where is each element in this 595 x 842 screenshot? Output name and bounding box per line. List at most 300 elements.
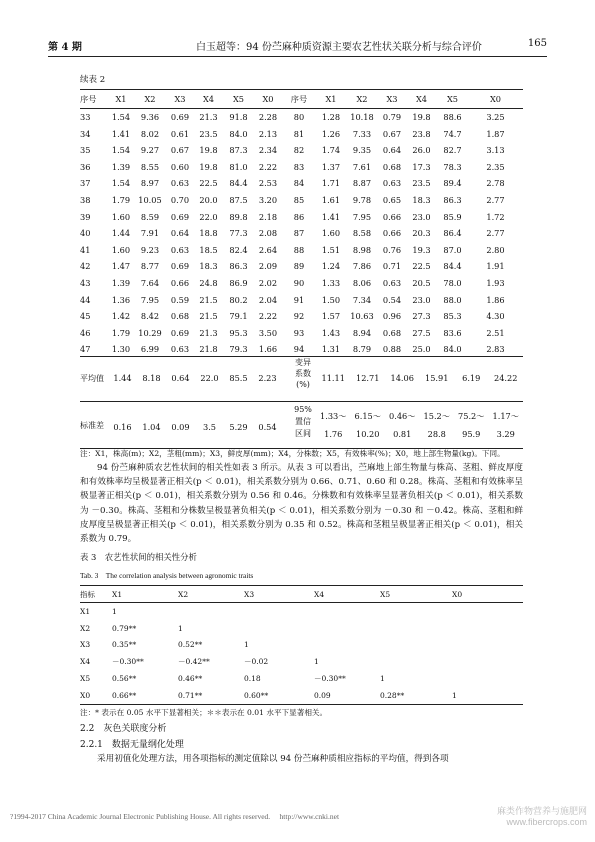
table-cell: 0.52** xyxy=(178,640,203,650)
table-cell: 0.63 xyxy=(382,178,402,189)
table-cell: 0.59 xyxy=(170,294,190,305)
table-cell: 0.71 xyxy=(382,261,402,272)
table-cell: 1.41 xyxy=(111,128,131,139)
table-cell: 8.94 xyxy=(352,327,372,338)
table-cell: 1 xyxy=(244,640,249,650)
table-cell: 1.54 xyxy=(111,145,131,156)
table-cell: 1.60 xyxy=(111,211,131,222)
table-cell: 82 xyxy=(293,145,305,156)
table-cell: 1.57 xyxy=(321,311,341,322)
table2 xyxy=(80,90,523,358)
table-cell: 10.18 xyxy=(350,111,374,122)
table-cell: 44 xyxy=(80,294,91,305)
table-cell: 0.66 xyxy=(382,228,402,239)
table-row xyxy=(80,653,523,670)
table3-col-header: X0 xyxy=(452,590,463,599)
summary-value: 3.5 xyxy=(202,422,217,432)
table-cell: 0.67 xyxy=(170,145,190,156)
table-cell: 7.33 xyxy=(352,128,372,139)
table-cell: 1.54 xyxy=(111,178,131,189)
table-cell: 7.91 xyxy=(140,228,160,239)
table-cell: 1 xyxy=(112,606,117,616)
summary-value: 1.17～ xyxy=(492,411,519,421)
table-row xyxy=(80,637,523,654)
table-cell: 1.28 xyxy=(321,111,341,122)
table-cell: 23.0 xyxy=(412,294,431,305)
table-cell xyxy=(314,637,380,654)
table-cell: 89 xyxy=(293,261,305,272)
table-cell: 2.77 xyxy=(486,228,505,239)
paragraph-normalization: 采用初值化处理方法，用各项指标的测定值除以 94 份苎麻种质相应指标的平均值，得到各项 xyxy=(97,754,449,764)
table-cell: 86.3 xyxy=(229,261,248,272)
table3-col-header: X4 xyxy=(314,590,325,599)
table-cell: 34 xyxy=(80,128,91,139)
table-cell: 1.60 xyxy=(321,228,341,239)
table-cell: 21.5 xyxy=(199,294,218,305)
table-cell: 8.98 xyxy=(352,244,372,255)
table-cell: 1.93 xyxy=(486,277,505,288)
table-cell: 85.3 xyxy=(443,311,462,322)
summary-value: 8.18 xyxy=(142,373,161,383)
table-row xyxy=(80,126,523,143)
table-cell: 1.60 xyxy=(111,244,131,255)
table-cell: －0.30** xyxy=(314,674,346,684)
summary-value: 0.64 xyxy=(171,373,190,383)
table2-col-header: X5 xyxy=(446,94,459,105)
table-cell: 19.8 xyxy=(199,161,218,172)
table-cell: 1.36 xyxy=(111,294,131,305)
table-cell: 8.87 xyxy=(352,178,372,189)
table-cell: 0.63 xyxy=(170,344,190,355)
table-cell: 84.0 xyxy=(229,128,248,139)
summary-value: 1.44 xyxy=(113,373,132,383)
table2-col-header: X2 xyxy=(144,94,156,105)
table-cell xyxy=(380,653,452,670)
table-cell: 42 xyxy=(80,261,91,272)
table-cell: 37 xyxy=(80,178,91,189)
table-cell: 18.3 xyxy=(412,194,431,205)
table-cell: 7.95 xyxy=(140,294,160,305)
table-cell: 83 xyxy=(293,161,305,172)
table-cell: 0.63 xyxy=(170,244,190,255)
table-cell xyxy=(314,603,380,620)
table-cell: 0.64 xyxy=(170,228,190,239)
table3-note: 注：* 表示在 0.05 水平下显著相关；＊＊表示在 0.01 水平下显著相关。 xyxy=(80,708,328,717)
table-cell: 0.18 xyxy=(244,674,261,684)
table-cell: 3.20 xyxy=(258,194,278,205)
table-cell: 1.72 xyxy=(486,211,505,222)
table2-col-header: X3 xyxy=(174,94,186,105)
table-cell: 8.97 xyxy=(140,178,160,189)
table-cell: 2.80 xyxy=(486,244,505,255)
table-cell: 87.5 xyxy=(229,194,248,205)
summary-value: 10.20 xyxy=(356,429,380,439)
table-cell: 1 xyxy=(178,623,183,633)
table-cell: 1 xyxy=(452,690,457,700)
table-cell: 8.06 xyxy=(352,277,372,288)
table-cell: 84.4 xyxy=(229,178,248,189)
table-cell: 38 xyxy=(80,194,91,205)
summary-value: 85.5 xyxy=(229,373,248,383)
table-cell: 10.29 xyxy=(138,327,162,338)
table-cell: 23.5 xyxy=(199,128,218,139)
table-cell: 19.8 xyxy=(199,145,218,156)
table-cell: 74.7 xyxy=(443,128,462,139)
table-cell xyxy=(244,620,314,637)
table-cell: 0.68 xyxy=(382,327,402,338)
cv-label: 变异 系数 (%) xyxy=(295,358,311,389)
table-cell: X1 xyxy=(80,606,91,616)
table-cell: 35 xyxy=(80,145,91,156)
table-cell: 0.68 xyxy=(170,311,190,322)
table-cell: 8.59 xyxy=(140,211,160,222)
table-cell: 41 xyxy=(80,244,91,255)
table-row xyxy=(80,225,523,242)
table-cell: 0.56** xyxy=(112,674,137,684)
table-cell: 3.13 xyxy=(486,145,505,156)
header-rule xyxy=(48,56,547,57)
table-cell: 1.41 xyxy=(321,211,341,222)
table-cell: X3 xyxy=(80,640,91,650)
table-cell: 85.9 xyxy=(443,211,462,222)
table-cell xyxy=(452,637,523,654)
table-row xyxy=(80,109,523,126)
summary-value: 0.54 xyxy=(258,422,277,432)
table-cell: 2.02 xyxy=(258,277,278,288)
table-cell: 1.66 xyxy=(258,344,278,355)
table-row xyxy=(80,603,523,620)
table-cell: 2.22 xyxy=(258,161,278,172)
table-cell: 21.3 xyxy=(199,327,218,338)
table-cell: 87 xyxy=(293,228,305,239)
table-cell: 83.6 xyxy=(443,327,462,338)
table-cell: 1.50 xyxy=(321,294,341,305)
table-cell: －0.30** xyxy=(112,657,144,667)
table-cell: 82.4 xyxy=(229,244,248,255)
table-row xyxy=(80,142,523,159)
table-cell: 2.77 xyxy=(486,194,505,205)
table-cell: 23.0 xyxy=(412,211,431,222)
table-cell: 0.96 xyxy=(382,311,402,322)
table-cell: 21.5 xyxy=(199,311,218,322)
table-cell: 33 xyxy=(80,111,91,122)
summary-value: 14.06 xyxy=(390,373,414,383)
table-cell: 0.60 xyxy=(170,161,190,172)
table-cell: 81.0 xyxy=(229,161,248,172)
table-cell: 18.3 xyxy=(199,261,218,272)
mean-row xyxy=(80,357,523,401)
table-cell: 36 xyxy=(80,161,91,172)
table3-body xyxy=(80,603,523,704)
ci-label: 95% 置信 区间 xyxy=(294,405,312,438)
table-cell: 2.35 xyxy=(486,161,505,172)
table-cell: 2.13 xyxy=(258,128,278,139)
table-cell: 22.5 xyxy=(412,261,431,272)
summary-value: 1.33～ xyxy=(320,411,347,421)
summary-value: 11.11 xyxy=(321,373,345,383)
table-cell: 0.69 xyxy=(170,111,190,122)
table-cell: 0.69 xyxy=(170,211,190,222)
table2-container xyxy=(80,90,523,358)
table-row xyxy=(80,308,523,325)
table-cell xyxy=(452,653,523,670)
table-cell: 0.68 xyxy=(382,161,402,172)
table-cell: 25.0 xyxy=(412,344,431,355)
table-cell: －0.42** xyxy=(178,657,210,667)
table-cell xyxy=(452,620,523,637)
article-title: 白玉超等：94 份苎麻种质资源主要农艺性状关联分析与综合评价 xyxy=(196,42,482,53)
table-cell: 8.55 xyxy=(140,161,160,172)
paragraph-correlation: 94 份苎麻种质农艺性状间的相关性如表 3 所示。从表 3 可以看出，苎麻地上部生物量与株高、茎粗、鲜皮厚度和有效株率均呈极显著正相关(p ＜ 0.01)，相关系数分别为 0.66、0.71、0.60 和 0.28。株高、茎粗和有效株率呈极显著正相关(p ＜ 0.01)，相关系数分别为 0.56 和 0.46。分株数和有效株率呈显著负相关(p ＜ 0.01)，相关系数为 －0.30。株高、茎粗和分株数呈极显著负相关(p ＜ 0.01)，相关系数分别为 －0.30 和 －0.42。株高、茎粗和鲜皮厚度呈极显著正相关(p ＜ 0.01)，相关系数分别为 0.35 和 0.52。株高和茎粗呈极显著正相关(p ＜ 0.01)，相关系数为 0.79。 xyxy=(80,463,523,545)
table-cell: 1 xyxy=(380,674,385,684)
summary-value: 24.22 xyxy=(494,373,518,383)
table-cell xyxy=(452,603,523,620)
table-cell: 1.71 xyxy=(321,178,341,189)
table-cell: 0.63 xyxy=(382,277,402,288)
table-cell: 79.1 xyxy=(229,311,248,322)
table-cell: 1.51 xyxy=(321,244,341,255)
table-cell: 21.8 xyxy=(199,344,218,355)
summary-value: 0.09 xyxy=(171,422,190,432)
summary-value: 95.9 xyxy=(462,429,481,439)
table3 xyxy=(80,586,523,704)
table2-col-header: X4 xyxy=(202,94,215,105)
table-cell: 84 xyxy=(293,178,305,189)
summary-value: 75.2～ xyxy=(458,411,485,421)
table-cell: 2.22 xyxy=(258,311,278,322)
table-row xyxy=(80,275,523,292)
table-cell: 20.5 xyxy=(412,277,431,288)
table-cell: 2.83 xyxy=(486,344,505,355)
summary-value: 12.71 xyxy=(356,373,380,383)
table-cell: 1.31 xyxy=(321,344,341,355)
table-cell: 0.60** xyxy=(244,690,269,700)
table2-header-rule xyxy=(80,108,523,109)
table-cell: 7.95 xyxy=(352,211,372,222)
table-row xyxy=(80,620,523,637)
table-row xyxy=(80,292,523,309)
table-cell: 22.0 xyxy=(199,211,218,222)
table-cell: 9.35 xyxy=(352,145,372,156)
table3-col-header: X1 xyxy=(112,590,123,599)
table-cell: 0.76 xyxy=(382,244,402,255)
table-cell: 1.43 xyxy=(321,327,341,338)
table-cell: 0.66** xyxy=(112,690,137,700)
table-cell: 8.02 xyxy=(140,128,160,139)
table-cell: 46 xyxy=(80,327,91,338)
table-cell: 8.58 xyxy=(352,228,372,239)
table3-col-header: X2 xyxy=(178,590,189,599)
table-cell: 0.71** xyxy=(178,690,203,700)
summary-value: 5.29 xyxy=(229,422,248,432)
table-cell: 1.44 xyxy=(111,228,131,239)
table-cell: 7.61 xyxy=(352,161,372,172)
table-cell: 0.61 xyxy=(170,128,190,139)
table-cell: 45 xyxy=(80,311,91,322)
table-cell: 0.70 xyxy=(170,194,190,205)
table-cell: 3.50 xyxy=(258,327,278,338)
summary-value: 22.0 xyxy=(200,373,219,383)
table-cell xyxy=(244,603,314,620)
table-cell: 0.66 xyxy=(170,277,190,288)
table-cell: 9.27 xyxy=(140,145,160,156)
table2-col-header: X0 xyxy=(262,94,274,105)
table-cell: 0.88 xyxy=(382,344,402,355)
table3-container xyxy=(80,586,523,704)
sd-row xyxy=(80,402,523,448)
table-cell xyxy=(452,670,523,687)
table-cell: 0.69 xyxy=(170,327,190,338)
table-cell: 1.42 xyxy=(111,311,131,322)
table-cell: 8.77 xyxy=(140,261,160,272)
table-cell: 1.61 xyxy=(321,194,341,205)
table-cell xyxy=(380,603,452,620)
table-cell: 27.3 xyxy=(412,311,431,322)
table-cell: 10.05 xyxy=(138,194,162,205)
table-cell: 2.18 xyxy=(258,211,278,222)
table-cell: 86.3 xyxy=(443,194,462,205)
table-cell: 0.09 xyxy=(314,690,331,700)
table-cell: 2.09 xyxy=(258,261,278,272)
table-cell: 24.8 xyxy=(199,277,218,288)
table-cell: 0.54 xyxy=(382,294,402,305)
table2-caption: 续表 2 xyxy=(80,75,106,85)
table-cell: 3.25 xyxy=(486,111,505,122)
table2-col-header: X0 xyxy=(489,94,502,105)
table-cell: 1.47 xyxy=(111,261,131,272)
table-row xyxy=(80,242,523,259)
table-cell: 77.3 xyxy=(229,228,248,239)
sd-label: 标准差 xyxy=(80,421,104,430)
table-cell: 39 xyxy=(80,211,91,222)
table3-header-rule xyxy=(80,602,523,603)
table-cell: 2.51 xyxy=(486,327,505,338)
table-cell: 91 xyxy=(293,294,305,305)
table-cell: 1.33 xyxy=(321,277,341,288)
table-cell: 89.8 xyxy=(229,211,248,222)
table-cell: 2.08 xyxy=(258,228,278,239)
table-row xyxy=(80,192,523,209)
table-cell: 27.5 xyxy=(412,327,431,338)
table-cell: 95.3 xyxy=(229,327,248,338)
table-cell: X2 xyxy=(80,623,91,633)
table-cell: 1.87 xyxy=(486,128,505,139)
table3-col-header: X3 xyxy=(244,590,255,599)
table-cell xyxy=(314,620,380,637)
table-cell: 88 xyxy=(293,244,305,255)
table-cell: X4 xyxy=(80,657,91,667)
summary-value: 1.04 xyxy=(142,422,161,432)
summary-value: 15.2～ xyxy=(423,411,450,421)
table-row xyxy=(80,258,523,275)
table-cell: 4.30 xyxy=(486,311,505,322)
table2-body xyxy=(80,109,523,358)
table2-col-header: X5 xyxy=(232,94,245,105)
table2-summary xyxy=(80,356,523,449)
table2-col-header: X2 xyxy=(356,94,368,105)
table-cell: 88.0 xyxy=(443,294,462,305)
table2-col-header: X3 xyxy=(386,94,398,105)
table-cell: 0.35** xyxy=(112,640,137,650)
table-cell: －0.02 xyxy=(244,657,269,667)
table3-col-header: 指标 xyxy=(80,590,95,599)
table-cell: 23.5 xyxy=(412,178,431,189)
table-cell: 2.78 xyxy=(486,178,505,189)
section-heading-2-2-1: 2.2.1 数据无量纲化处理 xyxy=(80,740,184,750)
table-cell: 43 xyxy=(80,277,91,288)
table-cell: 79.3 xyxy=(229,344,248,355)
table-cell: 1.91 xyxy=(486,261,505,272)
table-cell: 18.5 xyxy=(199,244,218,255)
table-cell: 2.04 xyxy=(258,294,278,305)
table-cell: 91.8 xyxy=(229,111,248,122)
table-row xyxy=(80,175,523,192)
table-cell: 1.39 xyxy=(111,277,131,288)
table-cell: 19.8 xyxy=(412,111,431,122)
table-cell: 10.63 xyxy=(350,311,374,322)
summary-value: 0.16 xyxy=(113,422,132,432)
table-cell: 90 xyxy=(293,277,305,288)
table-cell: 0.79** xyxy=(112,623,137,633)
table-cell: 0.63 xyxy=(170,178,190,189)
table-cell: 80 xyxy=(293,111,305,122)
table-cell: 19.3 xyxy=(412,244,431,255)
summary-value: 15.91 xyxy=(425,373,449,383)
table-cell: 85 xyxy=(293,194,305,205)
table-cell: 81 xyxy=(293,128,305,139)
table-cell: 9.23 xyxy=(140,244,160,255)
section-heading-2-2: 2.2 灰色关联度分析 xyxy=(80,724,167,734)
table-row xyxy=(80,159,523,176)
table2-col-header: 序号 xyxy=(80,94,97,105)
table-cell: 7.64 xyxy=(140,277,160,288)
table-cell: 86.9 xyxy=(229,277,248,288)
table-cell: 20.3 xyxy=(412,228,431,239)
table3-header-row xyxy=(80,586,523,603)
table-cell: 89.4 xyxy=(443,178,462,189)
table2-col-header: 序号 xyxy=(290,94,308,105)
table-cell xyxy=(178,603,244,620)
table-cell: 0.66 xyxy=(382,211,402,222)
table-cell: 94 xyxy=(293,344,305,355)
table2-note: 注：X1，株高(m)；X2，茎粗(mm)；X3，鲜皮厚(mm)；X4，分株数；X5，有效株率(%)；X0，地上部生物量(kg)。下同。 xyxy=(80,449,505,458)
table-cell xyxy=(380,637,452,654)
table-cell: 47 xyxy=(80,344,91,355)
table-cell: 9.36 xyxy=(140,111,160,122)
copyright-footer: ?1994-2017 China Academic Journal Electronic Publishing House. All rights reserved. http://www.cnki.net xyxy=(10,812,340,821)
table-cell: 93 xyxy=(293,327,305,338)
table-cell: 87.0 xyxy=(443,244,462,255)
table-cell: 2.64 xyxy=(258,244,278,255)
table-cell: 6.99 xyxy=(140,344,160,355)
table-cell: 18.8 xyxy=(199,228,218,239)
table-cell: 1.30 xyxy=(111,344,131,355)
table-cell: 1.26 xyxy=(321,128,341,139)
watermark: 麻类作物营养与施肥网 www.fibercrops.com xyxy=(496,806,587,827)
table-cell: 78.0 xyxy=(443,277,462,288)
table-cell: 88.6 xyxy=(443,111,462,122)
table3-bottom-rule xyxy=(80,704,523,705)
table-cell: 1.39 xyxy=(111,161,131,172)
table-cell: 0.65 xyxy=(382,194,402,205)
table-cell: 22.5 xyxy=(199,178,218,189)
table-cell: 84.0 xyxy=(443,344,462,355)
table-cell: 1.79 xyxy=(111,327,131,338)
table-cell: 7.34 xyxy=(352,294,372,305)
table-cell: 1.24 xyxy=(321,261,341,272)
issue-label: 第 4 期 xyxy=(48,42,82,53)
summary-value: 2.23 xyxy=(258,373,277,383)
